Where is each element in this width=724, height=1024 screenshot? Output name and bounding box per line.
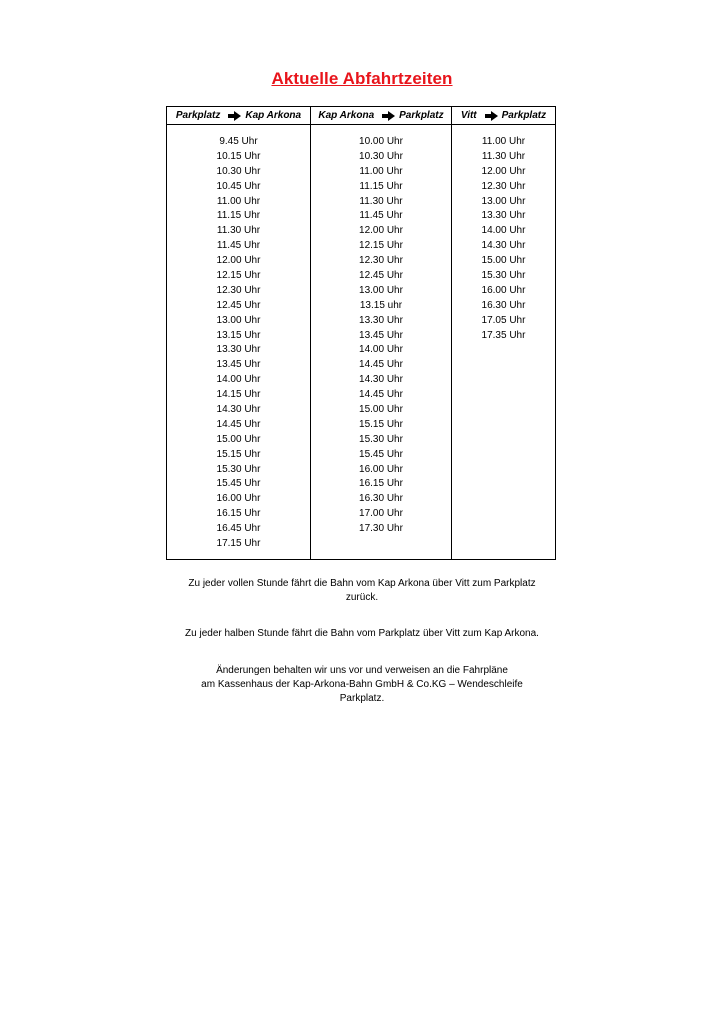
departure-time: 13.15 uhr — [359, 299, 403, 311]
arrow-right-icon — [228, 112, 241, 120]
departure-time: 16.30 Uhr — [359, 493, 403, 505]
column-header — [452, 107, 555, 125]
departure-time: 10.30 Uhr — [216, 165, 261, 177]
departure-time: 15.30 Uhr — [481, 270, 526, 282]
departure-time: 12.00 Uhr — [481, 165, 526, 177]
column-from: Kap Arkona — [318, 110, 375, 121]
departure-time: 16.00 Uhr — [216, 493, 261, 505]
departure-time: 14.45 Uhr — [216, 418, 261, 430]
column-to: Kap Arkona — [245, 110, 302, 121]
note-changes — [0, 664, 724, 706]
departure-time: 12.15 Uhr — [216, 270, 261, 282]
departure-time: 15.45 Uhr — [359, 448, 403, 460]
departure-time: 14.45 Uhr — [359, 359, 403, 371]
departure-time: 9.45 Uhr — [219, 136, 258, 147]
departure-time: 11.30 Uhr — [359, 195, 403, 207]
departure-time: 14.00 Uhr — [359, 344, 403, 356]
departure-time: 15.00 Uhr — [359, 404, 403, 416]
column-kap-arkona-parkplatz — [311, 107, 452, 559]
departure-time: 15.45 Uhr — [216, 478, 261, 490]
departure-time: 14.00 Uhr — [216, 374, 261, 386]
departure-time: 17.05 Uhr — [481, 314, 526, 326]
note-line: zurück. — [345, 592, 379, 603]
note-line: Änderungen behalten wir uns vor und verweisen an die Fahrpläne — [216, 665, 508, 676]
departure-time: 17.30 Uhr — [359, 523, 403, 535]
departure-time: 11.30 Uhr — [481, 150, 526, 162]
note-line: Zu jeder halben Stunde fährt die Bahn vom Parkplatz über Vitt zum Kap Arkona. — [185, 628, 539, 639]
page-title: Aktuelle Abfahrtzeiten — [271, 69, 453, 88]
arrow-right-icon — [485, 112, 498, 120]
column-vitt-parkplatz — [452, 107, 555, 559]
departure-time: 14.30 Uhr — [481, 240, 526, 252]
departure-time: 10.45 Uhr — [216, 180, 261, 192]
column-from: Parkplatz — [175, 110, 221, 121]
departure-time: 17.35 Uhr — [481, 329, 526, 341]
departure-time: 11.00 Uhr — [359, 165, 403, 177]
departure-time: 14.30 Uhr — [216, 404, 261, 416]
departure-time: 12.45 Uhr — [216, 299, 261, 311]
departure-time: 16.15 Uhr — [216, 508, 261, 520]
departure-time: 14.00 Uhr — [481, 225, 526, 237]
departure-time: 13.30 Uhr — [216, 344, 261, 356]
departure-time: 13.15 Uhr — [216, 329, 261, 341]
note-line: Zu jeder vollen Stunde fährt die Bahn vom Kap Arkona über Vitt zum Parkplatz — [188, 578, 536, 589]
departure-time: 16.30 Uhr — [481, 299, 526, 311]
departure-list — [167, 125, 310, 552]
departure-time: 13.45 Uhr — [359, 329, 403, 341]
note-full-hour — [0, 577, 724, 605]
column-from: Vitt — [460, 110, 477, 121]
note-line: am Kassenhaus der Kap-Arkona-Bahn GmbH & Co.KG – Wendeschleife — [201, 679, 523, 690]
column-header — [167, 107, 310, 125]
departure-time: 11.30 Uhr — [216, 225, 261, 237]
departure-time: 13.30 Uhr — [359, 314, 403, 326]
departure-time: 16.00 Uhr — [481, 284, 526, 296]
note-line: Parkplatz. — [339, 693, 385, 704]
departure-time: 13.00 Uhr — [481, 195, 526, 207]
departure-time: 15.00 Uhr — [216, 433, 261, 445]
departure-time: 12.00 Uhr — [216, 255, 261, 267]
departure-time: 13.00 Uhr — [359, 284, 403, 296]
departure-time: 14.45 Uhr — [359, 389, 403, 401]
departure-time: 15.30 Uhr — [216, 463, 261, 475]
departure-time: 11.45 Uhr — [216, 240, 261, 252]
departure-time: 11.00 Uhr — [481, 136, 526, 147]
departure-list — [311, 125, 451, 537]
note-half-hour — [0, 627, 724, 641]
column-to: Parkplatz — [501, 110, 547, 121]
timetable — [166, 106, 556, 560]
departure-time: 13.30 Uhr — [481, 210, 526, 222]
departure-time: 15.00 Uhr — [481, 255, 526, 267]
departure-time: 12.30 Uhr — [216, 284, 261, 296]
departure-time: 14.15 Uhr — [216, 389, 261, 401]
departure-list — [452, 125, 555, 343]
departure-time: 10.00 Uhr — [359, 136, 403, 147]
arrow-right-icon — [382, 112, 395, 120]
departure-time: 12.00 Uhr — [359, 225, 403, 237]
departure-time: 11.15 Uhr — [216, 210, 261, 222]
departure-time: 15.15 Uhr — [359, 418, 403, 430]
departure-time: 10.15 Uhr — [216, 150, 261, 162]
departure-time: 13.45 Uhr — [216, 359, 261, 371]
departure-time: 13.00 Uhr — [216, 314, 261, 326]
departure-time: 15.30 Uhr — [359, 433, 403, 445]
departure-time: 11.00 Uhr — [216, 195, 261, 207]
departure-time: 17.15 Uhr — [216, 538, 261, 550]
departure-time: 12.15 Uhr — [359, 240, 403, 252]
departure-time: 12.30 Uhr — [359, 255, 403, 267]
departure-time: 16.15 Uhr — [359, 478, 403, 490]
departure-time: 16.45 Uhr — [216, 523, 261, 535]
departure-time: 14.30 Uhr — [359, 374, 403, 386]
departure-time: 11.15 Uhr — [359, 180, 403, 192]
departure-time: 10.30 Uhr — [359, 150, 403, 162]
column-header — [311, 107, 451, 125]
departure-time: 12.45 Uhr — [359, 270, 403, 282]
column-to: Parkplatz — [399, 110, 444, 121]
departure-time: 11.45 Uhr — [359, 210, 403, 222]
departure-time: 15.15 Uhr — [216, 448, 261, 460]
departure-time: 17.00 Uhr — [359, 508, 403, 520]
departure-time: 12.30 Uhr — [481, 180, 526, 192]
departure-time: 16.00 Uhr — [359, 463, 403, 475]
column-parkplatz-kap-arkona — [167, 107, 311, 559]
